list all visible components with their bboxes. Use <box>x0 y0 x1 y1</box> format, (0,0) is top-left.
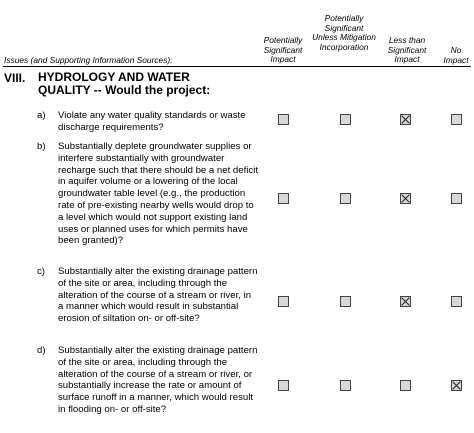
question-d-letter: d) <box>37 345 46 356</box>
question-a-letter: a) <box>37 110 46 121</box>
column-header-unless-mitigation: Potentially Significant Unless Mitigation Incorporation <box>312 13 376 52</box>
header-divider <box>3 66 471 67</box>
question-b-potentially-significant-checkbox[interactable] <box>278 193 289 204</box>
question-a-unless-mitigation-checkbox[interactable] <box>340 114 351 125</box>
question-d-text: Substantially alter the existing drainage pattern of the site or area, including through the alteration of the course of a stream or river, or substantially increase the rate or amount of surface runoff in a manner, which would result in flooding on- or off-site? <box>58 345 258 415</box>
section-title: HYDROLOGY AND WATER QUALITY -- Would the project: <box>38 70 211 97</box>
question-c-no-impact-checkbox[interactable] <box>451 296 462 307</box>
question-c-text: Substantially alter the existing drainage pattern of the site or area, including through the alteration of the course of a stream or river, in a manner which would result in substantial erosion of siltation on- or off-site? <box>58 266 258 325</box>
section-number: VIII. <box>4 71 26 85</box>
question-c-unless-mitigation-checkbox[interactable] <box>340 296 351 307</box>
question-a-text: Violate any water quality standards or waste discharge requirements? <box>58 110 246 133</box>
question-b-letter: b) <box>37 141 46 152</box>
question-b-text: Substantially deplete groundwater supplies or interfere substantially with groundwater recharge such that there should be a net deficit in aquifer volume or a lowering of the local groundwater table level (e.g., the production rate of pre-existing nearby wells would drop to a level which would not support existing land uses or planned uses for which permits have been granted)? <box>58 141 258 247</box>
question-d-no-impact-checkbox[interactable] <box>451 380 462 391</box>
question-a-no-impact-checkbox[interactable] <box>451 114 462 125</box>
question-c-potentially-significant-checkbox[interactable] <box>278 296 289 307</box>
question-b-no-impact-checkbox[interactable] <box>451 193 462 204</box>
question-c-letter: c) <box>37 266 45 277</box>
column-header-potentially-significant: Potentially Significant Impact <box>263 35 303 65</box>
question-d-unless-mitigation-checkbox[interactable] <box>340 380 351 391</box>
question-b-less-than-significant-checkbox[interactable] <box>400 193 411 204</box>
question-c-less-than-significant-checkbox[interactable] <box>400 296 411 307</box>
column-header-less-than-significant: Less than Significant Impact <box>387 35 427 65</box>
question-d-potentially-significant-checkbox[interactable] <box>278 380 289 391</box>
question-d-less-than-significant-checkbox[interactable] <box>400 380 411 391</box>
column-header-no-impact: No Impact <box>443 45 469 65</box>
issues-column-header: Issues (and Supporting Information Sources): <box>4 55 173 65</box>
question-a-potentially-significant-checkbox[interactable] <box>278 114 289 125</box>
question-b-unless-mitigation-checkbox[interactable] <box>340 193 351 204</box>
question-a-less-than-significant-checkbox[interactable] <box>400 114 411 125</box>
